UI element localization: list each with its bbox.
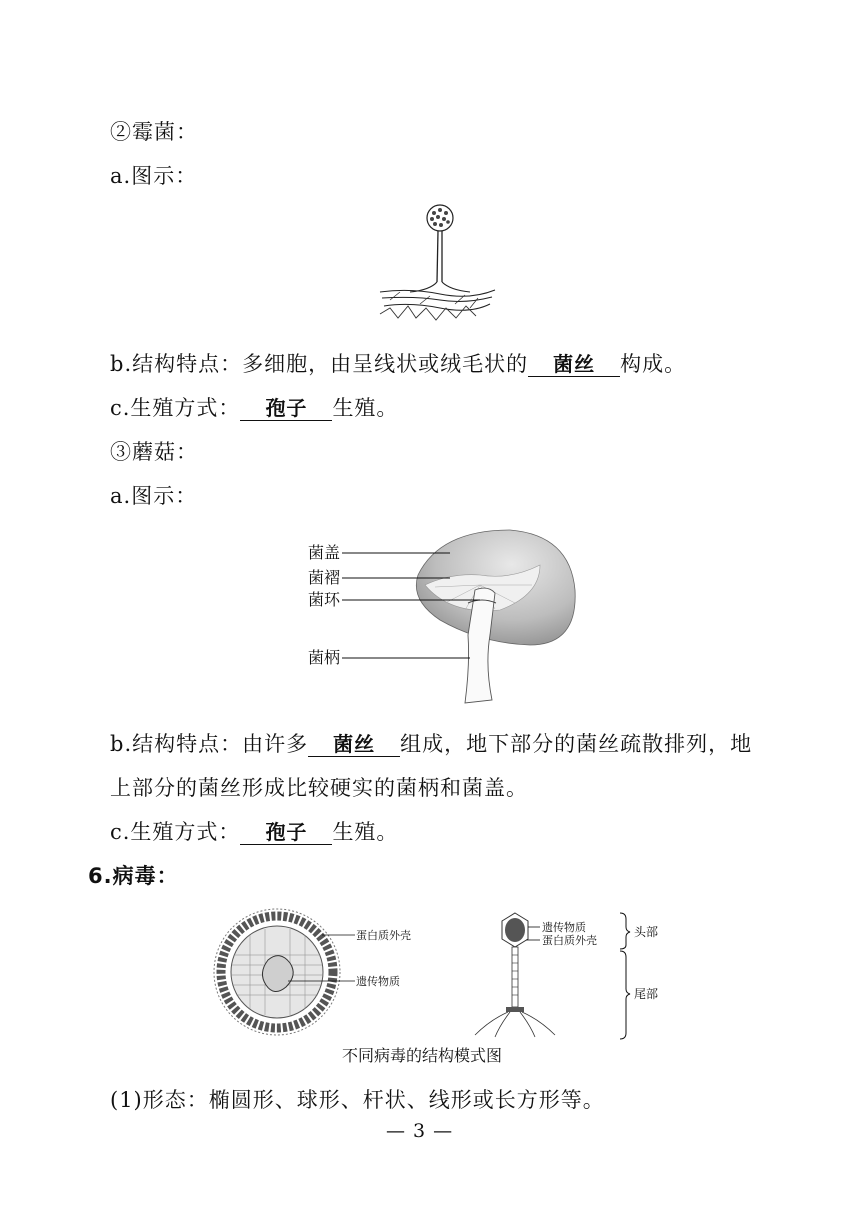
mold-heading: ②霉菌：: [110, 120, 198, 144]
mushroom-reproduction-answer: 孢子: [240, 820, 332, 845]
label-genetic-right: 遗传物质: [542, 921, 586, 934]
mold-structure-line: [110, 348, 686, 378]
mold-structure-answer: 菌丝: [528, 352, 620, 377]
mold-reproduction-line: [110, 392, 398, 422]
mold-reproduction-suffix: 生殖。: [332, 396, 399, 420]
mushroom-reproduction-line: [110, 816, 398, 846]
mushroom-reproduction-suffix: 生殖。: [332, 820, 399, 844]
label-genetic-left: 遗传物质: [356, 975, 400, 988]
virus-morphology: (1)形态：椭圆形、球形、杆状、线形或长方形等。: [110, 1088, 605, 1112]
mold-structure-suffix: 构成。: [620, 352, 687, 376]
mushroom-heading: ③蘑菇：: [110, 440, 198, 464]
label-tail: 尾部: [634, 987, 659, 1001]
mushroom-structure-line: [110, 728, 752, 758]
mold-reproduction-prefix: c.生殖方式：: [110, 396, 241, 420]
label-coat-right: 蛋白质外壳: [542, 934, 597, 947]
mushroom-reproduction-prefix: c.生殖方式：: [110, 820, 241, 844]
mushroom-structure-continued: 上部分的菌丝形成比较硬实的菌柄和菌盖。: [110, 776, 528, 800]
label-cap: 菌盖: [308, 543, 341, 562]
mold-structure-prefix: b.结构特点：多细胞，由呈线状或绒毛状的: [110, 352, 529, 376]
mold-figure-label: a.图示：: [110, 164, 198, 188]
mushroom-figure-label: a.图示：: [110, 484, 198, 508]
mushroom-figure: [300, 525, 590, 710]
mushroom-structure-suffix: 组成，地下部分的菌丝疏散排列，地: [400, 732, 753, 756]
page-number: — 3 —: [386, 1120, 454, 1142]
mushroom-structure-prefix: b.结构特点：由许多: [110, 732, 309, 756]
mold-reproduction-answer: 孢子: [240, 396, 332, 421]
label-gills: 菌褶: [308, 568, 341, 587]
label-stalk: 菌柄: [308, 648, 341, 667]
virus-figure: [210, 905, 680, 1065]
label-coat-left: 蛋白质外壳: [356, 929, 411, 942]
mold-figure: [370, 200, 500, 325]
mushroom-structure-answer: 菌丝: [308, 732, 400, 757]
label-head: 头部: [634, 925, 659, 939]
label-ring: 菌环: [308, 590, 341, 609]
virus-heading: 6.病毒：: [88, 864, 179, 888]
virus-figure-caption: 不同病毒的结构模式图: [342, 1046, 503, 1065]
